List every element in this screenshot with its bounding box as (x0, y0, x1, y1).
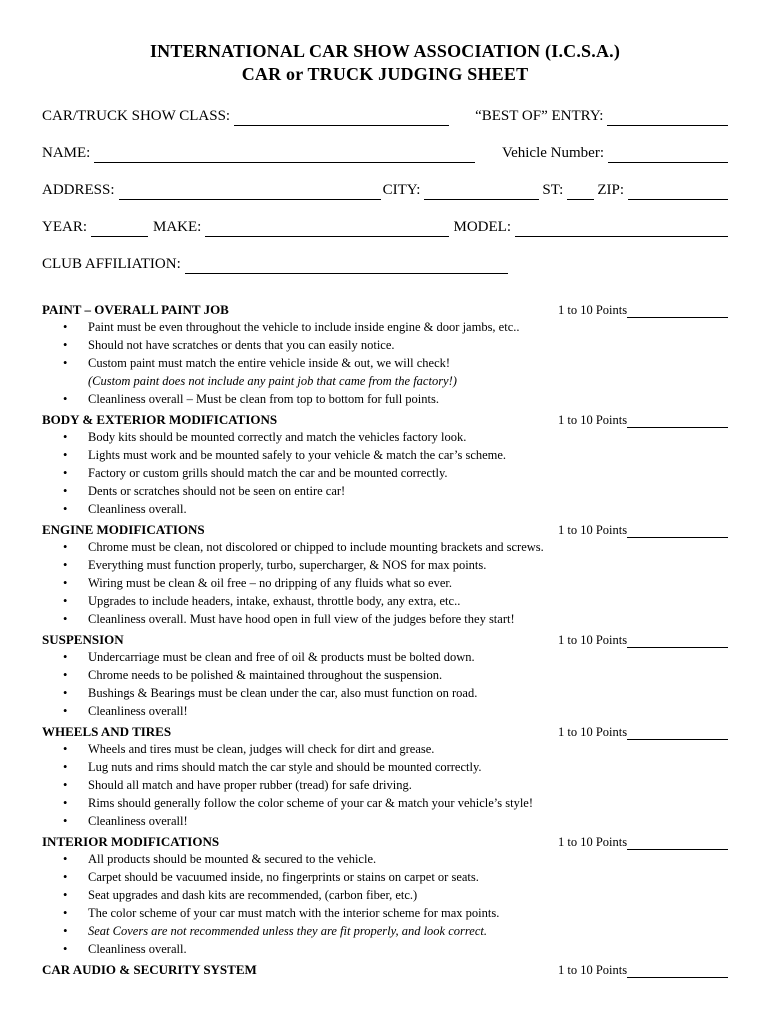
year-make-model-row (42, 218, 728, 237)
judging-sections (42, 302, 728, 978)
address-label: ADDRESS: (42, 182, 115, 198)
criteria-item: • Factory or custom grills should match the car and be mounted correctly. (42, 464, 728, 482)
points-label: 1 to 10 Points (558, 835, 628, 849)
club-affiliation-field[interactable] (185, 258, 508, 274)
points-label: 1 to 10 Points (558, 303, 628, 317)
section-heading: PAINT – OVERALL PAINT JOB (42, 302, 229, 317)
section-header-row (42, 302, 728, 318)
show-class-row (42, 107, 728, 126)
model-field[interactable] (515, 221, 728, 237)
points-field[interactable] (627, 524, 728, 538)
make-label: MAKE: (153, 219, 202, 235)
judging-section (42, 834, 728, 958)
section-heading: INTERIOR MODIFICATIONS (42, 834, 220, 849)
criteria-item: • Dents or scratches should not be seen on entire car! (42, 482, 728, 500)
city-label: CITY: (382, 182, 421, 198)
criteria-item: • All products should be mounted & secured to the vehicle. (42, 850, 728, 868)
criteria-list (42, 648, 728, 720)
criteria-item: • Cleanliness overall. Must have hood open in full view of the judges before they start! (42, 610, 728, 628)
address-row (42, 181, 728, 200)
criteria-item: • Cleanliness overall – Must be clean from top to bottom for full points. (42, 390, 728, 408)
criteria-item: • Cleanliness overall! (42, 812, 728, 830)
st-label: ST: (542, 182, 564, 198)
points-field[interactable] (627, 414, 728, 428)
judging-section (42, 302, 728, 408)
section-header-row (42, 522, 728, 538)
judging-section (42, 632, 728, 720)
criteria-list (42, 538, 728, 628)
section-header-row (42, 724, 728, 740)
year-field[interactable] (91, 221, 148, 237)
points-label: 1 to 10 Points (558, 633, 628, 647)
show-class-field[interactable] (234, 110, 449, 126)
criteria-item: • Wheels and tires must be clean, judges will check for dirt and grease. (42, 740, 728, 758)
criteria-item: • Undercarriage must be clean and free of oil & products must be bolted down. (42, 648, 728, 666)
points-label: 1 to 10 Points (558, 963, 628, 977)
section-heading: BODY & EXTERIOR MODIFICATIONS (42, 412, 278, 427)
make-field[interactable] (205, 221, 448, 237)
points-field[interactable] (627, 726, 728, 740)
section-heading: ENGINE MODIFICATIONS (42, 522, 205, 537)
title-line-2: CAR or TRUCK JUDGING SHEET (241, 64, 529, 84)
points-label: 1 to 10 Points (558, 725, 628, 739)
zip-field[interactable] (628, 184, 728, 200)
criteria-item: • Lights must work and be mounted safely to your vehicle & match the car’s scheme. (42, 446, 728, 464)
criteria-item: • Lug nuts and rims should match the car style and should be mounted correctly. (42, 758, 728, 776)
criteria-item: • Seat Covers are not recommended unless they are fit properly, and look correct. (42, 922, 728, 940)
criteria-list (42, 428, 728, 518)
section-points (558, 834, 728, 850)
points-field[interactable] (627, 304, 728, 318)
section-header-row (42, 632, 728, 648)
section-points (558, 632, 728, 648)
criteria-item: • Wiring must be clean & oil free – no dripping of any fluids what so ever. (42, 574, 728, 592)
criteria-item: • Upgrades to include headers, intake, exhaust, throttle body, any extra, etc.. (42, 592, 728, 610)
criteria-list (42, 850, 728, 958)
st-field[interactable] (567, 184, 594, 200)
city-field[interactable] (424, 184, 539, 200)
document-title (42, 40, 728, 86)
criteria-item: • The color scheme of your car must match with the interior scheme for max points. (42, 904, 728, 922)
name-label: NAME: (42, 145, 91, 161)
judging-section (42, 522, 728, 628)
criteria-item: • Bushings & Bearings must be clean under the car, also must function on road. (42, 684, 728, 702)
points-label: 1 to 10 Points (558, 523, 628, 537)
section-header-row (42, 962, 728, 978)
points-field[interactable] (627, 964, 728, 978)
model-label: MODEL: (453, 219, 511, 235)
points-field[interactable] (627, 836, 728, 850)
criteria-item: (Custom paint does not include any paint job that came from the factory!) (88, 374, 457, 388)
points-field[interactable] (627, 634, 728, 648)
criteria-list (42, 318, 728, 408)
criteria-item: • Seat upgrades and dash kits are recommended, (carbon fiber, etc.) (42, 886, 728, 904)
name-row (42, 144, 728, 163)
section-points (558, 962, 728, 978)
section-points (558, 522, 728, 538)
best-of-label: “BEST OF” ENTRY: (475, 108, 604, 124)
criteria-item: • Cleanliness overall. (42, 500, 728, 518)
section-heading: SUSPENSION (42, 632, 124, 647)
judging-section (42, 962, 728, 978)
criteria-item: • Cleanliness overall. (42, 940, 728, 958)
criteria-item: • Rims should generally follow the color scheme of your car & match your vehicle’s style! (42, 794, 728, 812)
criteria-item: • Custom paint must match the entire vehicle inside & out, we will check! (42, 354, 728, 372)
points-label: 1 to 10 Points (558, 413, 628, 427)
club-affiliation-row (42, 255, 728, 274)
section-header-row (42, 834, 728, 850)
criteria-item: • Paint must be even throughout the vehicle to include inside engine & door jambs, etc.. (42, 318, 728, 336)
criteria-list (42, 740, 728, 830)
section-heading: CAR AUDIO & SECURITY SYSTEM (42, 962, 257, 977)
criteria-item: • Body kits should be mounted correctly and match the vehicles factory look. (42, 428, 728, 446)
name-field[interactable] (94, 147, 475, 163)
vehicle-number-label: Vehicle Number: (501, 145, 604, 161)
judging-section (42, 412, 728, 518)
section-points (558, 412, 728, 428)
year-label: YEAR: (42, 219, 87, 235)
club-affiliation-label: CLUB AFFILIATION: (42, 256, 181, 272)
zip-label: ZIP: (597, 182, 624, 198)
show-class-label: CAR/TRUCK SHOW CLASS: (42, 108, 231, 124)
vehicle-number-field[interactable] (608, 147, 728, 163)
criteria-item: • Cleanliness overall! (42, 702, 728, 720)
title-line-1: INTERNATIONAL CAR SHOW ASSOCIATION (I.C.S.A.) (149, 41, 621, 61)
best-of-field[interactable] (607, 110, 728, 126)
judging-section (42, 724, 728, 830)
address-field[interactable] (119, 184, 381, 200)
criteria-item: • Everything must function properly, turbo, supercharger, & NOS for max points. (42, 556, 728, 574)
criteria-item: • Chrome must be clean, not discolored or chipped to include mounting brackets and screws. (42, 538, 728, 556)
criteria-item: • Should all match and have proper rubber (tread) for safe driving. (42, 776, 728, 794)
criteria-item: • Should not have scratches or dents that you can easily notice. (42, 336, 728, 354)
section-header-row (42, 412, 728, 428)
section-points (558, 302, 728, 318)
criteria-item: • Chrome needs to be polished & maintained throughout the suspension. (42, 666, 728, 684)
section-heading: WHEELS AND TIRES (42, 724, 172, 739)
criteria-item: • Carpet should be vacuumed inside, no fingerprints or stains on carpet or seats. (42, 868, 728, 886)
section-points (558, 724, 728, 740)
